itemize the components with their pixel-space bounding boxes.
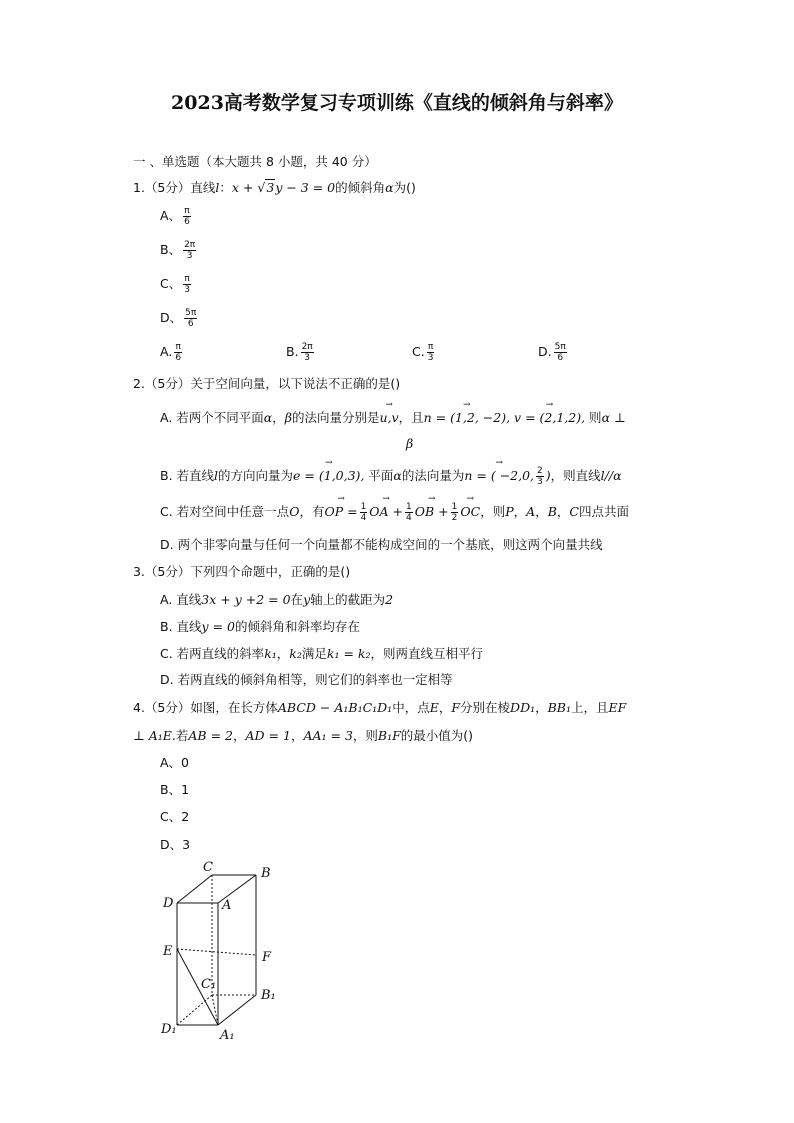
hidden-edge-D1C1 <box>177 995 212 1025</box>
q1-row-d[interactable]: D. $\frac{5\pi}{6}$ <box>538 342 566 363</box>
cuboid-figure <box>155 855 295 1045</box>
q1-option-b[interactable]: B、 $\frac{2\pi}{3}$ <box>160 240 196 261</box>
question-4-stem-line2: ⊥ A₁E.若AB = 2，AD = 1，AA₁ = 3，则B₁F的最小值为() <box>133 728 474 743</box>
q2-option-d[interactable]: D. 两个非零向量与任何一个向量都不能构成空间的一个基底，则这两个向量共线 <box>160 537 603 552</box>
q3-option-c[interactable]: C. 若两直线的斜率k₁，k₂满足k₁ = k₂，则两直线互相平行 <box>160 646 484 661</box>
q4-option-a[interactable]: A、0 <box>160 755 190 770</box>
label-B: B <box>261 866 271 881</box>
cuboid-diagram <box>155 855 295 1045</box>
page-title: 2023高考数学复习专项训练《直线的倾斜角与斜率》 <box>171 92 623 114</box>
question-4-stem-line1: 4.（5分）如图，在长方体ABCD − A₁B₁C₁D₁中，点E，F分别在棱DD₁，BB₁上，且EF <box>133 700 627 715</box>
question-2-stem: 2.（5分）关于空间向量，以下说法不正确的是() <box>133 376 401 391</box>
edge-A1B1 <box>218 995 256 1025</box>
label-B1: B₁ <box>261 988 276 1003</box>
section-heading: 一 、单选题（本大题共 8 小题，共 40 分） <box>133 154 377 169</box>
q3-option-d[interactable]: D. 若两直线的倾斜角相等，则它们的斜率也一定相等 <box>160 672 453 687</box>
label-A: A <box>222 898 232 913</box>
q4-option-d[interactable]: D、3 <box>160 837 191 852</box>
q1-option-a[interactable]: A、 $\frac{\pi}{6}$ <box>160 206 190 227</box>
q1-option-c[interactable]: C、 $\frac{\pi}{3}$ <box>160 274 190 295</box>
q1-option-d[interactable]: D、 $\frac{5\pi}{6}$ <box>160 308 197 329</box>
q3-option-b[interactable]: B. 直线y = 0的倾斜角和斜率均存在 <box>160 619 360 634</box>
q4-option-c[interactable]: C、2 <box>160 809 190 824</box>
q1-row-b[interactable]: B. $\frac{2\pi}{3}$ <box>286 342 313 363</box>
label-A1: A₁ <box>220 1028 235 1043</box>
hidden-segment-C1A1 <box>212 995 218 1025</box>
label-C1: C₁ <box>201 977 217 992</box>
q1-row-a[interactable]: A. $\frac{\pi}{6}$ <box>160 342 182 363</box>
q2-option-c[interactable]: C. 若对空间中任意一点O，有→ OP = $\frac{1}{4}$ → OA + $\frac{1}{4}$ → OB + $\frac{1}{2}$ → OC，则P，A，B，C四点共面 <box>160 502 629 523</box>
q2-option-a[interactable]: A. 若两个不同平面α，β的法向量分别是→ u,v，且→ n = (1,2, −2), → v = (2,1,2), 则α ⊥ <box>160 408 626 426</box>
q1-row-c[interactable]: C. $\frac{\pi}{3}$ <box>412 342 434 363</box>
q2-option-a-cont: β <box>406 436 414 451</box>
q2-option-b[interactable]: B. 若直线l的方向向量为→ e = (1,0,3), 平面α的法向量为→ n = ( −2,0, $\frac{2}{3}$ )，则直线l//α <box>160 466 622 487</box>
label-C: C <box>203 860 213 875</box>
label-D: D <box>163 896 174 911</box>
label-F: F <box>262 950 272 965</box>
question-3-stem: 3.（5分）下列四个命题中，正确的是() <box>133 564 351 579</box>
question-1-stem: 1.（5分）直线l：x + √3y − 3 = 0的倾斜角α为() <box>133 180 416 195</box>
q3-option-a[interactable]: A. 直线3x + y +2 = 0在y轴上的截距为2 <box>160 592 394 607</box>
label-D1: D₁ <box>161 1022 177 1037</box>
q4-option-b[interactable]: B、1 <box>160 782 190 797</box>
label-E: E <box>163 944 173 959</box>
hidden-segment-EF <box>177 949 256 955</box>
edge-DC <box>177 875 212 903</box>
